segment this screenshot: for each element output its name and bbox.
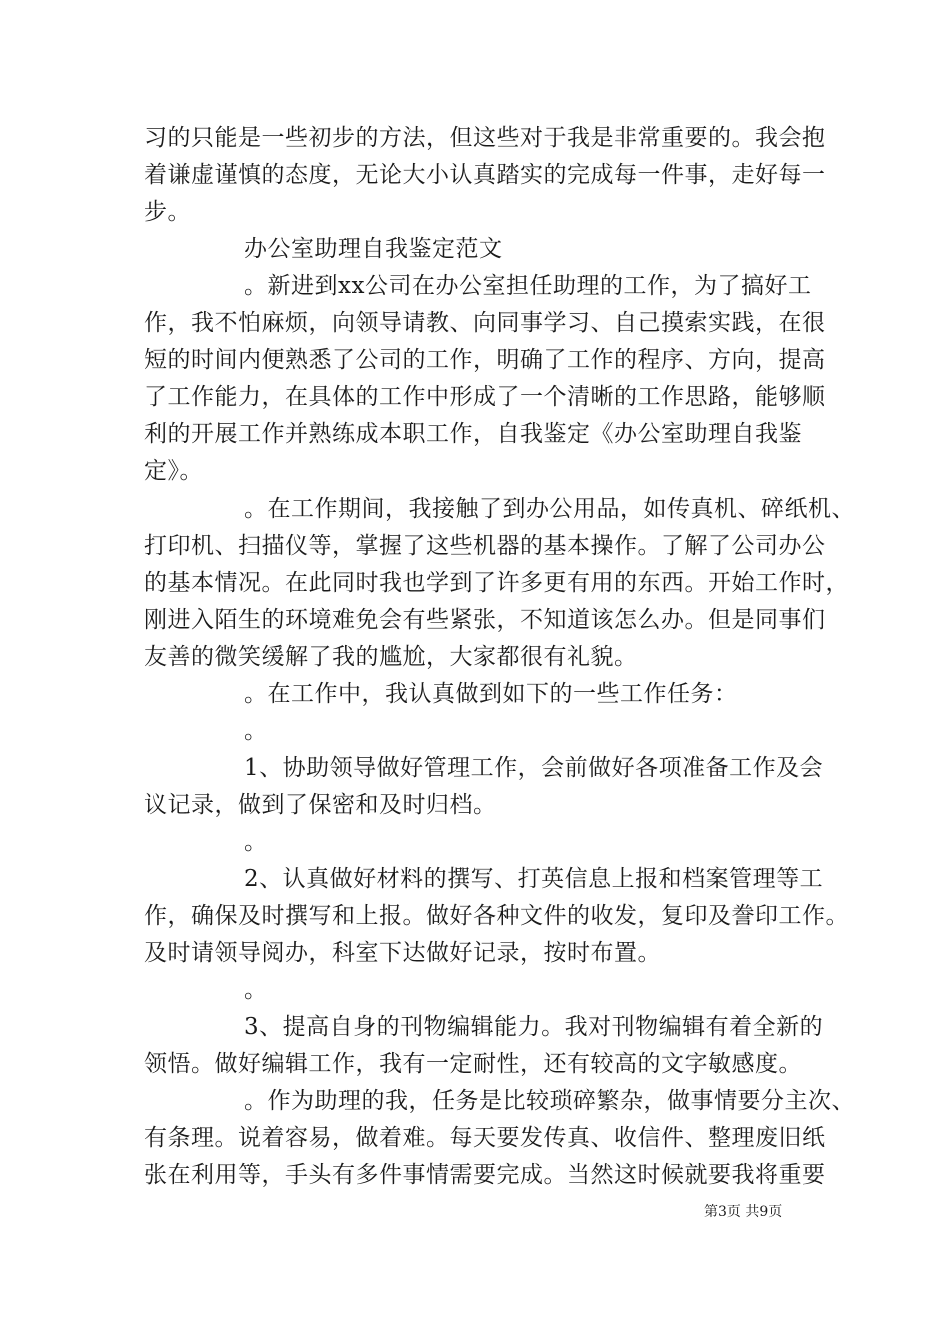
list-item-3: 3、提高自身的刊物编辑能力。我对刊物编辑有着全新的 [244,1014,824,1040]
text-line: 定》。 [144,458,203,484]
text-line: 短的时间内便熟悉了公司的工作，明确了工作的程序、方向，提高 [144,347,826,373]
text-line: 作，我不怕麻烦，向领导请教、向同事学习、自己摸索实践，在很 [144,310,826,336]
text-line: 步。 [144,199,191,225]
text-line: 。作为助理的我，任务是比较琐碎繁杂，做事情要分主次、 [244,1088,855,1114]
text-line: 利的开展工作并熟练成本职工作，自我鉴定《办公室助理自我鉴 [144,421,802,447]
text-line: 张在利用等，手头有多件事情需要完成。当然这时候就要我将重要 [144,1162,826,1188]
text-line: 。在工作期间，我接触了到办公用品，如传真机、碎纸机、 [244,496,855,522]
text-line: 议记录，做到了保密和及时归档。 [144,792,497,818]
section-heading: 办公室助理自我鉴定范文 [244,236,503,262]
text-line: 的基本情况。在此同时我也学到了许多更有用的东西。开始工作时， [144,570,849,596]
text-line: 刚进入陌生的环境难免会有些紧张，不知道该怎么办。但是同事们 [144,607,826,633]
text-line: 着谦虚谨慎的态度，无论大小认真踏实的完成每一件事，走好每一 [144,162,826,188]
text-line: 作，确保及时撰写和上报。做好各种文件的收发，复印及誊印工作。 [144,903,849,929]
text-line: 。 [244,718,268,744]
text-line: 打印机、扫描仪等，掌握了这些机器的基本操作。了解了公司办公 [144,533,826,559]
text-line: 。在工作中，我认真做到如下的一些工作任务： [244,681,738,707]
text-line: 习的只能是一些初步的方法，但这些对于我是非常重要的。我会抱 [144,125,826,151]
list-item-2: 2、认真做好材料的撰写、打英信息上报和档案管理等工 [244,866,824,892]
list-item-1: 1、协助领导做好管理工作，会前做好各项准备工作及会 [244,755,824,781]
page-number-footer: 第3页 共9页 [704,1204,783,1220]
text-line: 友善的微笑缓解了我的尴尬，大家都很有礼貌。 [144,644,638,670]
text-line: 。 [244,977,268,1003]
text-line: 有条理。说着容易，做着难。每天要发传真、收信件、整理废旧纸 [144,1125,826,1151]
text-line: 了工作能力，在具体的工作中形成了一个清晰的工作思路，能够顺 [144,384,826,410]
text-line: 。 [244,829,268,855]
text-line: 及时请领导阅办，科室下达做好记录，按时布置。 [144,940,661,966]
text-line: 领悟。做好编辑工作，我有一定耐性，还有较高的文字敏感度。 [144,1051,802,1077]
text-line: 。新进到xx公司在办公室担任助理的工作，为了搞好工 [244,273,812,299]
